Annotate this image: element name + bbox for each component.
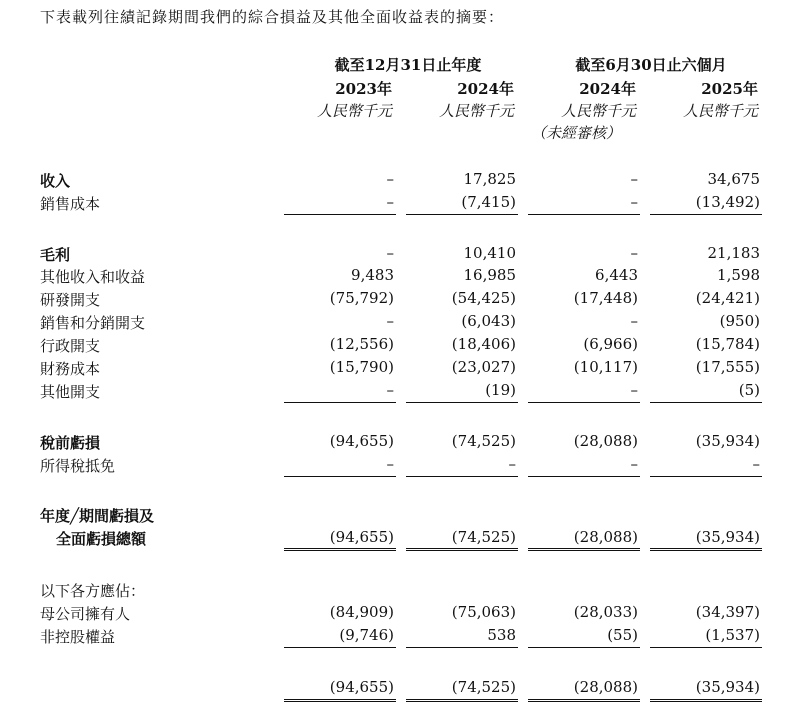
row-value: (55) xyxy=(607,626,638,644)
single-rule xyxy=(650,214,762,215)
row-value: – xyxy=(508,455,516,473)
row-value: (75,792) xyxy=(329,289,394,307)
double-rule xyxy=(284,699,396,702)
row-value: (17,448) xyxy=(573,289,638,307)
single-rule xyxy=(528,214,640,215)
intro-text: 下表載列往績記錄期間我們的綜合損益及其他全面收益表的摘要： xyxy=(40,8,505,26)
row-value: 1,598 xyxy=(717,266,760,284)
double-rule xyxy=(650,699,762,702)
row-label: 研發開支 xyxy=(40,291,101,309)
single-rule xyxy=(406,402,518,403)
row-value: (94,655) xyxy=(329,528,394,546)
header-group-six-months: 截至6月30日止六個月 xyxy=(575,56,727,74)
row-label: 年度╱期間虧損及 xyxy=(40,507,155,525)
header-unit-1: 人民幣千元 xyxy=(316,102,392,120)
single-rule xyxy=(650,402,762,403)
row-value: (13,492) xyxy=(695,193,760,211)
row-value: (18,406) xyxy=(451,335,516,353)
row-label: 母公司擁有人 xyxy=(40,605,131,623)
row-value: (28,088) xyxy=(573,528,638,546)
row-value: (74,525) xyxy=(451,432,516,450)
row-value: (7,415) xyxy=(461,193,516,211)
row-value: (94,655) xyxy=(329,678,394,696)
row-value: (35,934) xyxy=(695,432,760,450)
row-value: (74,525) xyxy=(451,678,516,696)
row-value: (15,784) xyxy=(695,335,760,353)
row-value: (28,088) xyxy=(573,678,638,696)
row-value: (35,934) xyxy=(695,678,760,696)
row-value: 16,985 xyxy=(463,266,516,284)
single-rule xyxy=(284,476,396,477)
row-value: – xyxy=(630,244,638,262)
header-unit-2: 人民幣千元 xyxy=(438,102,514,120)
double-rule xyxy=(406,699,518,702)
row-label: 行政開支 xyxy=(40,337,101,355)
double-rule xyxy=(284,548,396,551)
row-label: 非控股權益 xyxy=(40,628,116,646)
row-value: (34,397) xyxy=(695,603,760,621)
double-rule xyxy=(406,548,518,551)
row-value: (75,063) xyxy=(451,603,516,621)
single-rule xyxy=(284,402,396,403)
header-unit-3: 人民幣千元 xyxy=(560,102,636,120)
row-value: (9,746) xyxy=(339,626,394,644)
row-value: (1,537) xyxy=(705,626,760,644)
row-value: 21,183 xyxy=(707,244,760,262)
double-rule xyxy=(528,699,640,702)
single-rule xyxy=(650,476,762,477)
row-value: (23,027) xyxy=(451,358,516,376)
single-rule xyxy=(284,214,396,215)
row-value: 6,443 xyxy=(595,266,638,284)
row-value: – xyxy=(386,381,394,399)
row-value: (74,525) xyxy=(451,528,516,546)
row-value: – xyxy=(386,244,394,262)
single-rule xyxy=(528,476,640,477)
double-rule xyxy=(650,548,762,551)
row-value: – xyxy=(630,312,638,330)
row-value: (54,425) xyxy=(451,289,516,307)
row-value: (28,033) xyxy=(573,603,638,621)
row-value: 34,675 xyxy=(707,170,760,188)
header-year-3: 2024年 xyxy=(579,80,636,98)
row-value: (24,421) xyxy=(695,289,760,307)
double-rule xyxy=(528,548,640,551)
row-value: (19) xyxy=(485,381,516,399)
row-label: 所得稅抵免 xyxy=(40,457,116,475)
single-rule xyxy=(528,647,640,648)
row-value: – xyxy=(630,170,638,188)
row-value: 9,483 xyxy=(351,266,394,284)
row-label: 銷售成本 xyxy=(40,195,101,213)
row-value: 10,410 xyxy=(463,244,516,262)
row-label: 毛利 xyxy=(40,246,71,264)
row-value: – xyxy=(630,455,638,473)
row-value: (12,556) xyxy=(329,335,394,353)
row-value: – xyxy=(630,193,638,211)
header-unit-4: 人民幣千元 xyxy=(682,102,758,120)
single-rule xyxy=(528,402,640,403)
row-value: 17,825 xyxy=(463,170,516,188)
row-value: 538 xyxy=(487,626,516,644)
row-value: (94,655) xyxy=(329,432,394,450)
row-value: – xyxy=(386,170,394,188)
row-label: 銷售和分銷開支 xyxy=(40,314,146,332)
row-value: – xyxy=(386,455,394,473)
row-label: 收入 xyxy=(40,172,71,190)
row-value: (28,088) xyxy=(573,432,638,450)
row-value: (950) xyxy=(719,312,760,330)
row-value: (17,555) xyxy=(695,358,760,376)
single-rule xyxy=(406,214,518,215)
row-value: (35,934) xyxy=(695,528,760,546)
row-value: – xyxy=(386,312,394,330)
single-rule xyxy=(650,647,762,648)
row-value: (15,790) xyxy=(329,358,394,376)
single-rule xyxy=(284,647,396,648)
row-value: (84,909) xyxy=(329,603,394,621)
row-label: 全面虧損總額 xyxy=(56,530,147,548)
row-label: 其他收入和收益 xyxy=(40,268,146,286)
row-value: – xyxy=(386,193,394,211)
header-year-1: 2023年 xyxy=(335,80,392,98)
row-value: – xyxy=(752,455,760,473)
row-label: 其他開支 xyxy=(40,383,101,401)
header-year-2: 2024年 xyxy=(457,80,514,98)
header-year-4: 2025年 xyxy=(701,80,758,98)
row-value: (6,043) xyxy=(461,312,516,330)
row-value: (10,117) xyxy=(573,358,638,376)
row-value: (5) xyxy=(738,381,760,399)
single-rule xyxy=(406,647,518,648)
row-label: 以下各方應佔： xyxy=(40,582,146,600)
single-rule xyxy=(406,476,518,477)
row-label: 稅前虧損 xyxy=(40,434,101,452)
header-group-year: 截至12月31日止年度 xyxy=(334,56,482,74)
header-unaudited: （未經審核） xyxy=(530,124,621,142)
row-value: – xyxy=(630,381,638,399)
row-value: (6,966) xyxy=(583,335,638,353)
row-label: 財務成本 xyxy=(40,360,101,378)
